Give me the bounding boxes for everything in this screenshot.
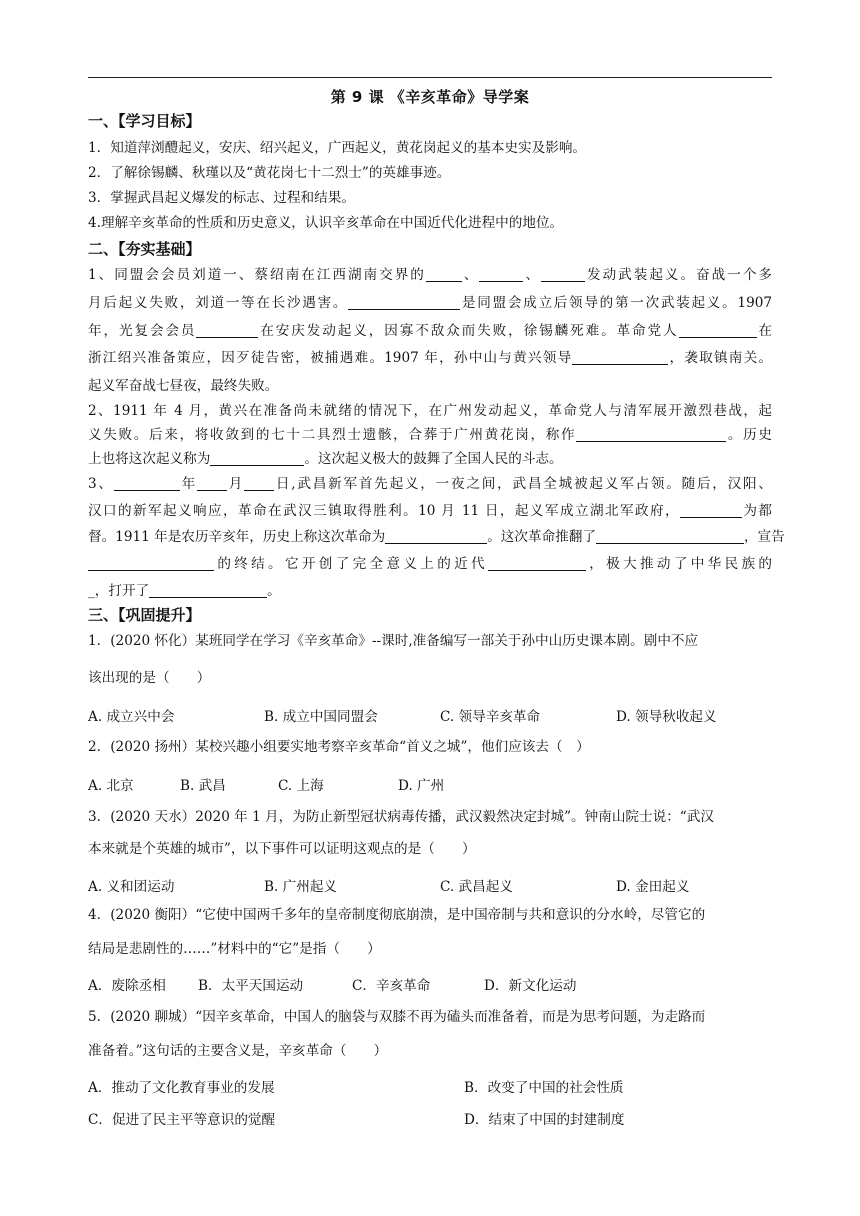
- fill-blank[interactable]: [197, 476, 227, 491]
- fill-line: 浙江绍兴准备策应，因歹徒告密，被捕遇难。1907 年，孙中山与黄兴领导 ，袭取镇南关。: [88, 350, 772, 366]
- fill-blank[interactable]: [210, 451, 304, 466]
- question-stem: 5．(2020 聊城）“因辛亥革命，中国人的脑袋与双膝不再为磕头而准备着，而是为思考问题，为走路而: [88, 1009, 706, 1025]
- fill-line: 起义军奋战七昼夜，最终失败。: [88, 378, 279, 394]
- answer-option[interactable]: D．结束了中国的封建制度: [464, 1112, 625, 1128]
- fill-line: 的终结。它开创了完全意义上的近代 ，极大推动了中华民族的: [88, 555, 772, 573]
- question-stem: 1．(2020 怀化）某班同学在学习《辛亥革命》--课时,准备编写一部关于孙中山历史课本剧。剧中不应: [88, 633, 699, 649]
- fill-blank[interactable]: [679, 323, 757, 338]
- question-stem: 本来就是个英雄的城市”，以下事件可以证明这观点的是（ ）: [88, 841, 476, 857]
- answer-option[interactable]: C．促进了民主平等意识的觉醒: [88, 1112, 276, 1128]
- fill-blank[interactable]: [149, 583, 267, 598]
- answer-option[interactable]: C. 上海: [278, 778, 324, 794]
- fill-blank[interactable]: [680, 503, 742, 518]
- answer-option[interactable]: D. 领导秋收起义: [616, 709, 717, 725]
- fill-blank[interactable]: [488, 556, 586, 571]
- answer-option[interactable]: B．太平天国运动: [198, 978, 304, 994]
- fill-blank[interactable]: [479, 267, 523, 282]
- question-stem: 准备着。”这句话的主要含义是，辛亥革命（ ）: [88, 1043, 388, 1059]
- answer-option[interactable]: D. 广州: [398, 778, 445, 794]
- fill-blank[interactable]: [572, 350, 668, 365]
- section-heading-basics: 二、【夯实基础】: [88, 240, 201, 258]
- section-heading-practice: 三、【巩固提升】: [88, 606, 201, 624]
- fill-line: 督。1911 年是农历辛亥年，历史上称这次革命为 。这次革命推翻了 ，宣告: [88, 529, 785, 545]
- answer-option[interactable]: A. 成立兴中会: [88, 709, 175, 725]
- fill-line: 年，光复会会员 在安庆发动起义，因寡不敌众而失败，徐锡麟死难。革命党人 在: [88, 323, 773, 339]
- fill-blank[interactable]: [88, 556, 214, 571]
- fill-blank[interactable]: [114, 476, 180, 491]
- goal-item: 1．知道萍浏醴起义，安庆、绍兴起义，广西起义，黄花岗起义的基本史实及影响。: [88, 140, 587, 156]
- fill-line: 月后起义失败，刘道一等在长沙遇害。 是同盟会成立后领导的第一次武装起义。1907: [88, 295, 773, 311]
- fill-line: 上也将这次起义称为 。这次起义极大的鼓舞了全国人民的斗志。: [88, 451, 563, 467]
- answer-option[interactable]: B. 武昌: [180, 778, 226, 794]
- question-stem: 3．(2020 天水）2020 年 1 月，为防止新型冠状病毒传播，武汉毅然决定封城”。钟南山院士说：“武汉: [88, 809, 714, 825]
- fill-blank[interactable]: [385, 529, 487, 544]
- goal-item: 3．掌握武昌起义爆发的标志、过程和结果。: [88, 190, 355, 206]
- answer-option[interactable]: C. 武昌起义: [440, 879, 513, 895]
- fill-blank[interactable]: [426, 267, 462, 282]
- answer-option[interactable]: A．推动了文化教育事业的发展: [88, 1080, 275, 1096]
- fill-line: 2、1911 年 4 月，黄兴在准备尚未就绪的情况下，在广州发动起义，革命党人与清军展开激烈巷战，起: [88, 403, 772, 419]
- question-stem: 4．(2020 衡阳）“它使中国两千多年的皇帝制度彻底崩溃，是中国帝制与共和意识的分水岭，尽管它的: [88, 907, 706, 923]
- question-stem: 该出现的是（ ）: [88, 670, 211, 686]
- header-rule: [88, 77, 772, 78]
- question-stem: 结局是悲剧性的……”材料中的“它”是指（ ）: [88, 941, 381, 957]
- fill-blank[interactable]: [348, 295, 460, 310]
- fill-blank[interactable]: [576, 427, 726, 442]
- goal-item: 4.理解辛亥革命的性质和历史意义，认识辛亥革命在中国近代化进程中的地位。: [88, 215, 564, 231]
- answer-option[interactable]: B. 成立中国同盟会: [264, 709, 378, 725]
- fill-line: 1、同盟会会员刘道一、蔡绍南在江西湖南交界的 、 、 发动武装起义。奋战一个多: [88, 267, 773, 283]
- question-stem: 2．(2020 扬州）某校兴趣小组要实地考察辛亥革命“首义之城”，他们应该去（ ）: [88, 739, 590, 755]
- answer-option[interactable]: D. 金田起义: [616, 879, 690, 895]
- fill-blank[interactable]: [541, 267, 585, 282]
- answer-option[interactable]: C. 领导辛亥革命: [440, 709, 541, 725]
- answer-option[interactable]: A．废除丞相: [88, 978, 166, 994]
- goal-item: 2．了解徐锡麟、秋瑾以及“黄花岗七十二烈士”的英雄事迹。: [88, 165, 451, 181]
- fill-blank[interactable]: [244, 476, 274, 491]
- answer-option[interactable]: B．改变了中国的社会性质: [464, 1080, 624, 1096]
- fill-line: 义失败。后来，将收敛到的七十二具烈士遗骸，合葬于广州黄花岗，称作 。历史: [88, 427, 773, 443]
- answer-option[interactable]: D．新文化运动: [484, 978, 577, 994]
- fill-line: _，打开了 。: [88, 583, 281, 599]
- answer-option[interactable]: A. 义和团运动: [88, 879, 175, 895]
- fill-line: 3、 年 月 日,武昌新军首先起义，一夜之间，武昌全城被起义军占领。随后，汉阳、: [88, 476, 773, 492]
- fill-line: 汉口的新军起义响应，革命在武汉三镇取得胜利。10 月 11 日，起义军成立湖北军政府， 为都: [88, 503, 772, 519]
- fill-blank[interactable]: [596, 529, 744, 544]
- answer-option[interactable]: A. 北京: [88, 778, 134, 794]
- answer-option[interactable]: C．辛亥革命: [352, 978, 431, 994]
- section-heading-goals: 一、【学习目标】: [88, 112, 201, 130]
- page-title: 第 9 课 《辛亥革命》导学案: [330, 88, 530, 106]
- answer-option[interactable]: B. 广州起义: [264, 879, 338, 895]
- fill-blank[interactable]: [196, 323, 258, 338]
